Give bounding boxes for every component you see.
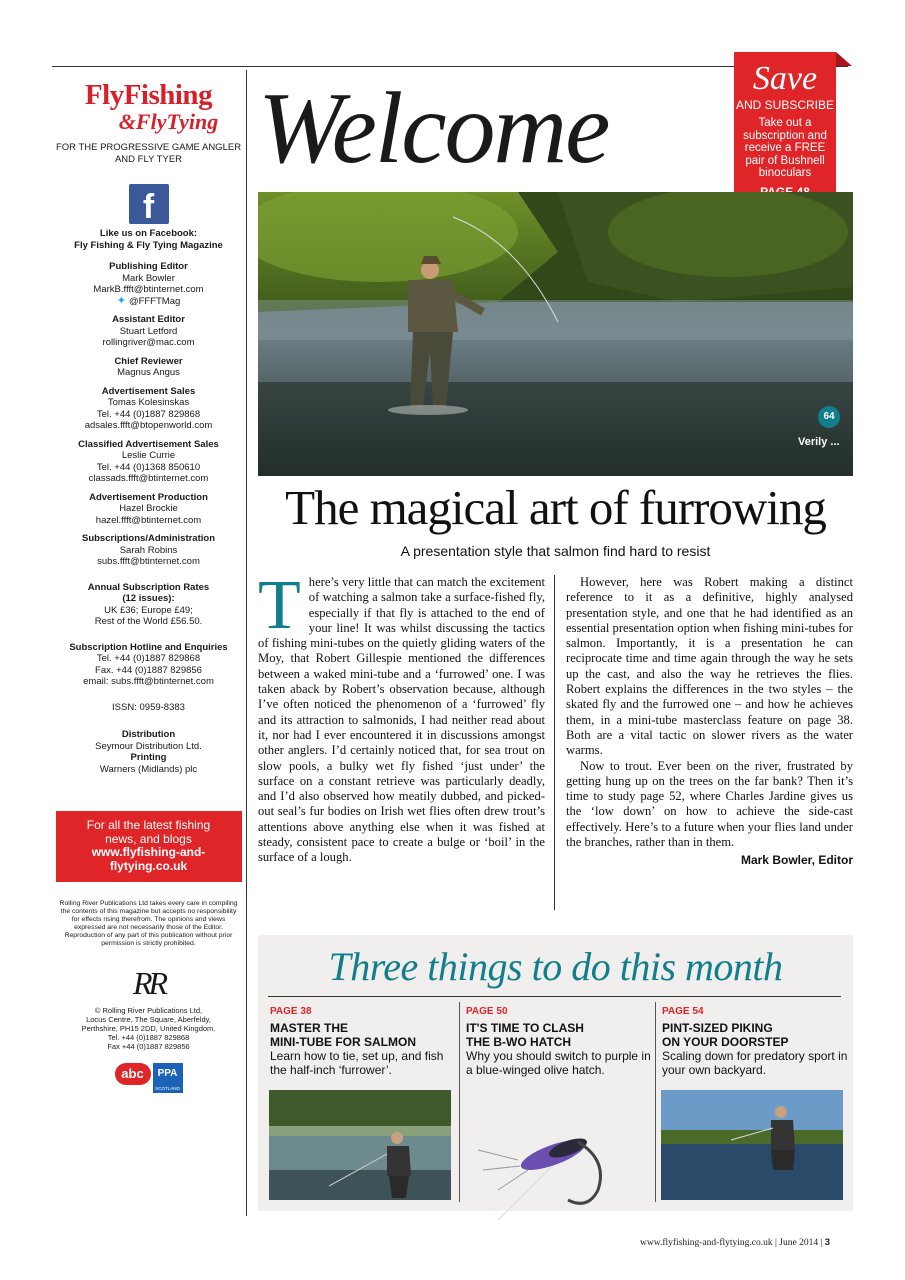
- card-page-ref[interactable]: PAGE 54: [662, 1006, 704, 1017]
- river-angler-illustration: [258, 192, 853, 476]
- three-things-title: Three things to do this month: [328, 944, 783, 989]
- ppa-badge: [153, 1063, 183, 1093]
- hotline-title: Subscription Hotline and Enquiries: [69, 641, 228, 653]
- card-description: Learn how to tie, set up, and fish the half-inch ‘furrower’.: [270, 1049, 444, 1077]
- abc-badge: abc: [115, 1063, 151, 1085]
- article-paragraph: [258, 567, 545, 866]
- card-page-ref[interactable]: PAGE 50: [466, 1006, 508, 1017]
- staff-email[interactable]: adsales.ffft@btopenworld.com: [84, 420, 213, 431]
- facebook-label: Like us on Facebook:: [99, 228, 198, 239]
- article-headline: The magical art of furrowing: [285, 480, 826, 535]
- rolling-river-logo: RR: [132, 965, 165, 1001]
- staff-email[interactable]: MarkB.ffft@btinternet.com: [93, 284, 204, 295]
- staff-email[interactable]: hazel.ffft@btinternet.com: [95, 514, 202, 526]
- salmon-angler-photo: [269, 1090, 451, 1200]
- save-body: Take out a subscription and receive a FREE pair of Bushnell binoculars: [743, 117, 827, 179]
- drop-cap: T: [258, 567, 301, 644]
- ribbon-fold: [836, 52, 852, 66]
- classified-sales-block: [52, 439, 245, 485]
- three-things-card[interactable]: [662, 1005, 850, 1077]
- ppa-sub-label: SCOTLAND: [155, 1086, 180, 1091]
- card-title: PINT-SIZED PIKING: [662, 1021, 773, 1035]
- promo-url[interactable]: www.flyfishing-and-: [91, 845, 206, 859]
- role-title: Printing: [130, 752, 167, 763]
- masthead-sidebar: [52, 66, 245, 1216]
- card-title: THE B-WO HATCH: [466, 1035, 572, 1049]
- paragraph-text: here’s very little that can match the excitement of watching a salmon take a surface-fished fly, especially if that fly is attached to the end of your line! It was whilst discussing the tactics of fishing mini-tubes on the quietly gliding waters of the Moy, that Robert Gillespie mentioned the differences between a waked mini-tube and a ‘furrowed’ one. I was taken aback by Robert’s observation because, although I’ve often noticed the phenomenon of a ‘furrowed’ fly and its attraction to salmonids, I had neither read about it, nor had I ever encountered it in discussions amongst other anglers. I’d certainly noticed that, for sea trout on slow pools, a bulky wet fly fished ‘just under’ the surface on a constant retrieve was particularly deadly, and I’d also observed how meatily dubbed, and picked-out seal’s fur bodies on Irish wet flies often drew trout’s attentions above anything else when it was fished at steady, consistent pace to create a bulge or ‘boil’ in the surface of a lough.: [258, 575, 545, 865]
- three-things-card[interactable]: [270, 1005, 458, 1077]
- pike-photo-illustration: [661, 1090, 843, 1200]
- role-title: Classified Advertisement Sales: [78, 438, 219, 450]
- ad-sales-block: [52, 386, 245, 432]
- three-things-card[interactable]: [466, 1005, 654, 1077]
- hotline-tel: Tel. +44 (0)1887 829868: [96, 653, 201, 664]
- role-title: Distribution: [121, 729, 176, 740]
- editor-signoff: Mark Bowler, Editor: [740, 853, 853, 868]
- staff-email[interactable]: subs.ffft@btinternet.com: [97, 556, 200, 567]
- magazine-tagline: FOR THE PROGRESSIVE GAME ANGLER AND FLY TYER: [55, 142, 242, 165]
- card-title: ON YOUR DOORSTEP: [662, 1035, 789, 1049]
- subscription-rates-block: [52, 582, 245, 628]
- staff-name: Mark Bowler: [122, 272, 175, 284]
- twitter-icon: ✦: [116, 294, 126, 307]
- hero-photo: [258, 192, 853, 476]
- website-promo-box[interactable]: [56, 811, 242, 882]
- page-badge[interactable]: 64: [818, 406, 840, 428]
- staff-email[interactable]: rollingriver@mac.com: [102, 337, 195, 348]
- rates-world: Rest of the World £56.50.: [94, 616, 203, 627]
- issn: ISSN: 0959-8383: [112, 701, 185, 713]
- staff-name: Magnus Angus: [117, 367, 180, 378]
- sidebar-divider: [246, 70, 247, 1216]
- footer-separator: |: [820, 1238, 825, 1248]
- legal-disclaimer: Rolling River Publications Ltd takes every care in compiling the contents of this magazine but accepts no responsibility for effects rising therefrom. The opinions and views expressed are not necessarily those of the Editor. Reproduction of any part of this publication without prior permission is strictly prohibited.: [59, 900, 238, 947]
- article-paragraph: Now to trout. Ever been on the river, frustrated by getting hung up on the trees on the far bank? Then it’s time to study page 52, where Charles Jardine gives us the ‘low down’ on how to achieve the side-cast effectively. Here’s to a future when your flies land under the branches, rather than in them.: [566, 758, 853, 850]
- save-title: Save: [752, 60, 818, 97]
- page-title: Welcome: [258, 72, 609, 185]
- article-standfirst: A presentation style that salmon find hard to resist: [400, 543, 711, 559]
- three-things-rule: [268, 996, 841, 997]
- staff-email[interactable]: classads.ffft@btinternet.com: [88, 473, 209, 484]
- promo-url[interactable]: flytying.co.uk: [109, 858, 188, 873]
- card-description: Why you should switch to purple in a blue-winged olive hatch.: [466, 1049, 651, 1077]
- publisher-address: [52, 1006, 245, 1051]
- pike-angler-photo: [661, 1090, 843, 1200]
- hotline-email[interactable]: email: subs.ffft@btinternet.com: [83, 676, 214, 687]
- article-column-1: [258, 567, 545, 866]
- hotline-block: [52, 642, 245, 688]
- role-title: Assistant Editor: [112, 314, 185, 325]
- company-name: Seymour Distribution Ltd.: [95, 740, 202, 752]
- facebook-page-name[interactable]: Fly Fishing & Fly Tying Magazine: [74, 239, 223, 251]
- address-line: Tel. +44 (0)1887 829868: [107, 1033, 190, 1042]
- fly-photo: [458, 1090, 656, 1230]
- footer-url[interactable]: www.flyfishing-and-flytying.co.uk: [640, 1238, 773, 1248]
- address-line: Locus Centre, The Square, Aberfeldy,: [86, 1015, 211, 1024]
- role-title: Advertisement Sales: [101, 385, 196, 397]
- certification-badges: [52, 1063, 245, 1093]
- staff-name: Hazel Brockie: [119, 503, 178, 514]
- subs-admin-block: [52, 533, 245, 568]
- card-description: Scaling down for predatory sport in your own backyard.: [662, 1049, 848, 1077]
- staff-tel: Tel. +44 (0)1368 850610: [96, 461, 201, 473]
- publishing-editor-block: [52, 261, 245, 307]
- facebook-icon[interactable]: f: [129, 184, 169, 224]
- save-subtitle: AND SUBSCRIBE: [735, 98, 835, 112]
- angler-photo-illustration: [269, 1090, 451, 1200]
- role-title: Publishing Editor: [109, 261, 188, 272]
- assistant-editor-block: [52, 314, 245, 349]
- promo-line: news, and blogs: [105, 831, 192, 846]
- ad-production-block: [52, 492, 245, 527]
- footer-separator: |: [775, 1238, 780, 1248]
- rates-issues: (12 issues):: [122, 593, 175, 604]
- rates-title: Annual Subscription Rates: [87, 581, 210, 593]
- role-title: Advertisement Production: [89, 491, 208, 503]
- staff-name: Sarah Robins: [119, 544, 178, 556]
- staff-name: Stuart Letford: [119, 325, 178, 337]
- article-paragraph: However, here was Robert making a distinct reference to it as a definitive, highly analysed presentation style, and one that he had identified as an essential presentation option when fishing mini-tubes for salmon. Importantly, it is a presentation he can reciprocate time and time again through the way he sets up the cast, and also the way he retrieves the flies. Robert explains the differences in the two styles – the skated fly and the furrowed one – and how he achieves them, in a mini-tube masterclass feature on page 38. Both are a vital tactic on slower rivers as the water warms.: [566, 575, 853, 758]
- staff-name: Tomas Kolesinskas: [107, 397, 190, 408]
- address-line: Fax +44 (0)1887 829856: [107, 1042, 190, 1051]
- rates-uk-europe: UK £36; Europe £49;: [104, 604, 193, 616]
- staff-tel: Tel. +44 (0)1887 829868: [96, 408, 201, 420]
- twitter-link[interactable]: [52, 296, 245, 308]
- article-column-2: [566, 575, 853, 869]
- staff-name: Leslie Currie: [121, 450, 176, 461]
- distribution-block: [52, 729, 245, 775]
- fly-illustration: [458, 1090, 656, 1230]
- page-footer: [640, 1237, 830, 1248]
- role-title: Chief Reviewer: [114, 355, 183, 367]
- page-number: 3: [824, 1237, 831, 1248]
- role-title: Subscriptions/Administration: [81, 533, 215, 544]
- promo-line: For all the latest fishing: [86, 818, 211, 832]
- address-line: © Rolling River Publications Ltd,: [94, 1006, 203, 1015]
- card-page-ref[interactable]: PAGE 38: [270, 1006, 312, 1017]
- address-line: Perthshire, PH15 2DD, United Kingdom.: [81, 1024, 216, 1033]
- company-name: Warners (Midlands) plc: [99, 763, 198, 775]
- ppa-label: PPA: [157, 1068, 178, 1079]
- photo-caption: Verily ...: [798, 436, 840, 448]
- magazine-logo-sub: &FlyTying: [118, 109, 219, 134]
- chief-reviewer-block: [52, 356, 245, 379]
- magazine-logo: FlyFishing: [84, 79, 213, 111]
- column-divider: [554, 575, 555, 910]
- card-title: MASTER THE: [270, 1021, 348, 1035]
- twitter-handle: @FFFTMag: [128, 295, 181, 307]
- hotline-fax: Fax. +44 (0)1887 829856: [95, 664, 202, 676]
- footer-issue: June 2014: [779, 1238, 819, 1248]
- card-title: MINI-TUBE FOR SALMON: [270, 1035, 416, 1049]
- card-title: IT'S TIME TO CLASH: [466, 1021, 584, 1035]
